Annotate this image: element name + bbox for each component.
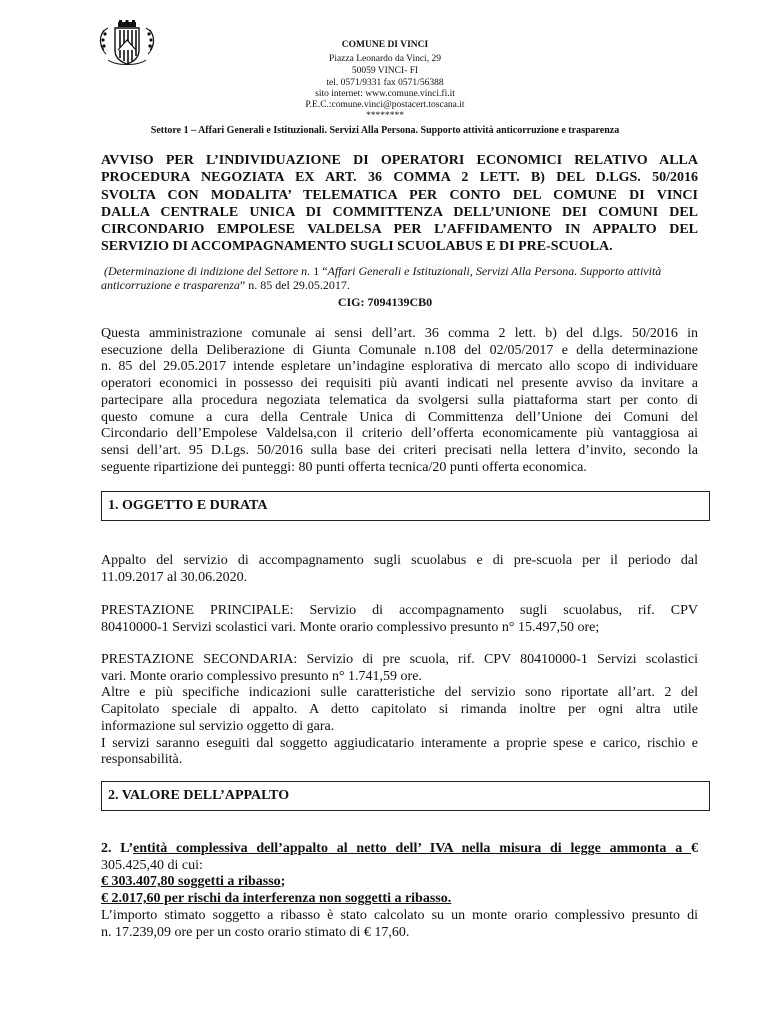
paragraph-line: vari. Monte orario complessivo presunto n° 1.741,59 ore. <box>101 668 422 684</box>
paragraph-line: informazione sul servizio oggetto di gara. <box>101 718 335 734</box>
paragraph-line: responsabilità. <box>101 752 183 768</box>
section-heading-valore: 2. VALORE DELL’APPALTO <box>101 781 710 811</box>
amount-ribasso-tail: ; <box>280 874 286 890</box>
cig-code: CIG: 7094139CB0 <box>337 295 433 309</box>
address: Piazza Leonardo da Vinci, 29 <box>329 54 441 64</box>
section1-main-service <box>101 603 698 636</box>
section2-amounts <box>101 841 698 941</box>
amount-ribasso-value: € 303.407,80 soggetti a ribasso <box>101 874 281 890</box>
section1-secondary-service <box>101 652 698 769</box>
notice-title <box>101 152 698 256</box>
separator: ******** <box>366 111 404 121</box>
amount-lead <box>101 841 698 858</box>
lead-prefix: 2. L’ <box>101 841 134 856</box>
title-line: AVVISO PER L’INDIVIDUAZIONE DI OPERATORI ECONOMICI RELATIVO ALLA <box>101 153 698 168</box>
paragraph-line: seguente ripartizione dei punteggi: 80 punti offerta tecnica/20 punti offerta economica. <box>101 459 587 475</box>
paragraph-line: Altre e più specifiche indicazioni sulle caratteristiche del servizio sono riportate all’art. 2 del <box>101 685 698 701</box>
paragraph-line: operatori economici in possesso dei requisiti più avanti indicati nel presente avviso da invitare a <box>101 376 698 392</box>
paragraph-line: PRESTAZIONE PRINCIPALE: Servizio di accompagnamento sugli scuolabus, rif. CPV <box>101 603 698 618</box>
title-line: DALLA CENTRALE UNICA DI COMMITTENZA DELL’UNIONE DEI COMUNI DEL <box>101 204 698 220</box>
title-line: SERVIZIO DI ACCOMPAGNAMENTO SUGLI SCUOLABUS E DI PRE-SCUOLA. <box>101 239 613 255</box>
city: 50059 VINCI- FI <box>351 66 419 76</box>
title-line: PROCEDURA NEGOZIATA EX ART. 36 COMMA 2 LETT. B) DEL D.LGS. 50/2016 <box>101 170 698 186</box>
paragraph-line: 11.09.2017 al 30.06.2020. <box>101 569 248 585</box>
paragraph-line: I servizi saranno eseguiti dal soggetto aggiudicatario interamente a proprie spese e carico, rischio e <box>101 735 698 751</box>
phone-fax: tel. 0571/9331 fax 0571/56388 <box>326 78 444 88</box>
determination-reference <box>101 264 698 292</box>
lead-underlined: entità complessiva dell’appalto al netto dell’ IVA nella misura di legge ammonta a <box>133 841 691 856</box>
section1-duration <box>101 553 698 586</box>
title-line: CIRCONDARIO EMPOLESE VALDELSA PER L’AFFIDAMENTO IN APPALTO DEL <box>101 222 698 238</box>
paragraph-line: L’importo stimato soggetto a ribasso è stato calcolato su un monte orario complessivo presunto di <box>101 907 698 923</box>
amount-ribasso <box>101 874 698 891</box>
municipality-name: COMUNE DI VINCI <box>341 40 429 50</box>
sector-line: Settore 1 – Affari Generali e Istituzionali. Servizi Alla Persona. Supporto attività anticorruzione e trasparenza <box>150 125 620 136</box>
intro-paragraph <box>101 326 698 476</box>
amount-rischi-value: € 2.017,60 per rischi da interferenza non soggetti a ribasso. <box>101 891 452 907</box>
amount-total: 305.425,40 di cui: <box>101 857 203 873</box>
determination-text: (Determinazione di indizione del Settore n. <box>104 264 311 278</box>
section-heading-oggetto: 1. OGGETTO E DURATA <box>101 491 710 521</box>
paragraph-line: 80410000-1 Servizi scolastici vari. Monte orario complessivo presunto n° 15.497,50 ore; <box>101 619 600 635</box>
lead-euro: € <box>691 841 698 856</box>
paragraph-line: partecipare alla procedura negoziata telematica da svolgersi sulla piattaforma start per conto di <box>101 392 698 408</box>
determination-sector: Affari Generali e Istituzionali, Servizi Alla Persona. Supporto attività <box>327 264 662 278</box>
paragraph-line: Appalto del servizio di accompagnamento sugli scuolabus e di pre-scuola per il periodo dal <box>101 553 698 568</box>
determination-sector-cont: anticorruzione e trasparenza <box>101 278 240 292</box>
website: sito internet: www.comune.vinci.fi.it <box>315 89 455 99</box>
determination-date: ” n. 85 del 29.05.2017. <box>239 278 350 292</box>
paragraph-line: PRESTAZIONE SECONDARIA: Servizio di pre scuola, rif. CPV 80410000-1 Servizi scolastici <box>101 652 698 667</box>
pec-email: P.E.C.:comune.vinci@postacert.toscana.it <box>305 100 465 110</box>
paragraph-line: Questa amministrazione comunale ai sensi dell’art. 36 comma 2 lett. b) del d.lgs. 50/2016 in <box>101 326 698 341</box>
title-line: SVOLTA CON MODALITA’ TELEMATICA PER CONTO DEL COMUNE DI VINCI <box>101 187 698 203</box>
paragraph-line: esecuzione della Deliberazione di Giunta Comunale n.108 del 02/05/2017 e della determinazione <box>101 342 698 358</box>
paragraph-line: sensi dell’art. 95 D.Lgs. 50/2016 sulla base dei criteri precisati nella lettera d’invito, secondo la <box>101 442 698 458</box>
amount-rischi <box>101 891 698 908</box>
paragraph-line: questo comune a cura della Centrale Unica di Committenza dell’Unione dei Comuni del <box>101 409 698 425</box>
paragraph-line: n. 85 del 29.05.2017 intende espletare un’indagine esplorativa di mercato allo scopo di individuare <box>101 359 698 375</box>
paragraph-line: Circondario dell’Empolese Valdelsa,con il criterio dell’offerta economicamente più vantaggiosa ai <box>101 426 698 442</box>
paragraph-line: Capitolato speciale di appalto. A detto capitolato si rimanda inoltre per ogni altra utile <box>101 702 698 718</box>
paragraph-line: n. 17.239,09 ore per un costo orario stimato di € 17,60. <box>101 924 410 940</box>
determination-number: 1 “ <box>310 264 328 278</box>
